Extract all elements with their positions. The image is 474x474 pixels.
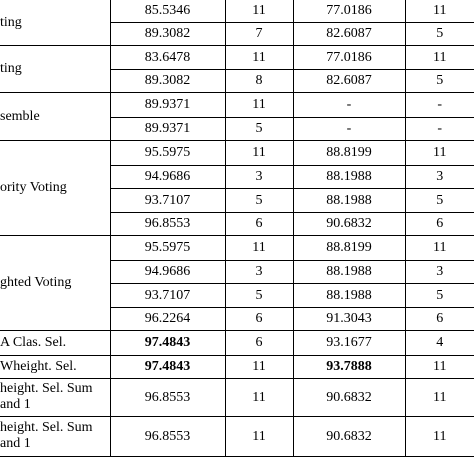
value-cell: 91.3043 xyxy=(293,307,405,330)
value-cell: 6 xyxy=(225,330,293,355)
value-cell: 11 xyxy=(405,355,474,378)
table-row xyxy=(0,378,474,416)
value-cell: 11 xyxy=(405,0,474,22)
value-cell: 6 xyxy=(405,307,474,330)
method-cell xyxy=(0,378,110,416)
value-cell: 5 xyxy=(225,283,293,307)
value-cell: - xyxy=(293,117,405,140)
method-label: height. Sel. Sum xyxy=(0,420,93,435)
value-cell: 88.8199 xyxy=(293,235,405,260)
value-cell: 6 xyxy=(225,212,293,235)
value-cell: 11 xyxy=(225,140,293,165)
value-cell: 7 xyxy=(225,22,293,45)
value-cell: 6 xyxy=(405,212,474,235)
value-cell: 5 xyxy=(405,69,474,92)
value-cell: 89.9371 xyxy=(110,92,225,117)
method-label: ting xyxy=(0,14,22,30)
method-label: and 1 xyxy=(0,397,31,412)
value-cell: 5 xyxy=(225,188,293,212)
value-cell: 97.4843 xyxy=(110,330,225,355)
value-cell: 11 xyxy=(225,235,293,260)
value-cell: 11 xyxy=(405,45,474,69)
table-row xyxy=(0,416,474,456)
value-cell: 93.7888 xyxy=(293,355,405,378)
value-cell: 5 xyxy=(405,188,474,212)
value-cell: 77.0186 xyxy=(293,0,405,22)
value-cell: 3 xyxy=(405,165,474,188)
value-cell: 96.8553 xyxy=(110,416,225,456)
method-label: semble xyxy=(0,108,40,124)
value-cell: 90.6832 xyxy=(293,378,405,416)
value-cell: 83.6478 xyxy=(110,45,225,69)
value-cell: 6 xyxy=(225,307,293,330)
value-cell: 3 xyxy=(225,165,293,188)
value-cell: 3 xyxy=(225,260,293,283)
value-cell: 5 xyxy=(405,22,474,45)
method-cell xyxy=(0,330,110,355)
value-cell: 95.5975 xyxy=(110,235,225,260)
value-cell: 96.2264 xyxy=(110,307,225,330)
method-label: Wheight. Sel. xyxy=(0,359,77,374)
value-cell: 11 xyxy=(225,92,293,117)
value-cell: 11 xyxy=(225,355,293,378)
value-cell: 8 xyxy=(225,69,293,92)
value-cell: 5 xyxy=(225,117,293,140)
value-cell: 11 xyxy=(405,416,474,456)
value-cell: 88.1988 xyxy=(293,165,405,188)
value-cell: 11 xyxy=(225,45,293,69)
method-label: ority Voting xyxy=(0,180,67,195)
value-cell: - xyxy=(405,92,474,117)
table-row xyxy=(0,45,474,69)
method-cell xyxy=(0,92,110,140)
value-cell: 82.6087 xyxy=(293,69,405,92)
value-cell: 90.6832 xyxy=(293,416,405,456)
value-cell: 96.8553 xyxy=(110,212,225,235)
method-cell xyxy=(0,416,110,456)
value-cell: 77.0186 xyxy=(293,45,405,69)
value-cell: 4 xyxy=(405,330,474,355)
value-cell: 11 xyxy=(405,140,474,165)
method-label: height. Sel. Sum xyxy=(0,381,93,396)
value-cell: 11 xyxy=(225,378,293,416)
value-cell: 88.1988 xyxy=(293,188,405,212)
value-cell: 11 xyxy=(225,416,293,456)
table-row xyxy=(0,0,474,22)
value-cell: 95.5975 xyxy=(110,140,225,165)
value-cell: 5 xyxy=(405,283,474,307)
value-cell: 88.8199 xyxy=(293,140,405,165)
value-cell: 93.1677 xyxy=(293,330,405,355)
value-cell: 93.7107 xyxy=(110,283,225,307)
value-cell: 11 xyxy=(405,378,474,416)
method-label: ghted Voting xyxy=(0,275,72,290)
method-cell xyxy=(0,355,110,378)
value-cell: 89.3082 xyxy=(110,22,225,45)
table-row xyxy=(0,140,474,165)
value-cell: 97.4843 xyxy=(110,355,225,378)
method-cell xyxy=(0,140,110,235)
value-cell: 94.9686 xyxy=(110,260,225,283)
table-row xyxy=(0,235,474,260)
value-cell: 11 xyxy=(405,235,474,260)
method-label: A Clas. Sel. xyxy=(0,335,67,350)
value-cell: 82.6087 xyxy=(293,22,405,45)
table-row xyxy=(0,330,474,355)
value-cell: 93.7107 xyxy=(110,188,225,212)
method-cell xyxy=(0,0,110,45)
value-cell: 88.1988 xyxy=(293,260,405,283)
method-label: and 1 xyxy=(0,436,31,451)
method-label: ting xyxy=(0,61,22,76)
table-row xyxy=(0,355,474,378)
value-cell: - xyxy=(293,92,405,117)
table-row xyxy=(0,92,474,117)
value-cell: - xyxy=(405,117,474,140)
value-cell: 85.5346 xyxy=(110,0,225,22)
value-cell: 94.9686 xyxy=(110,165,225,188)
method-cell xyxy=(0,235,110,330)
method-cell xyxy=(0,45,110,92)
value-cell: 89.3082 xyxy=(110,69,225,92)
value-cell: 90.6832 xyxy=(293,212,405,235)
value-cell: 89.9371 xyxy=(110,117,225,140)
value-cell: 11 xyxy=(225,0,293,22)
value-cell: 3 xyxy=(405,260,474,283)
value-cell: 88.1988 xyxy=(293,283,405,307)
value-cell: 96.8553 xyxy=(110,378,225,416)
